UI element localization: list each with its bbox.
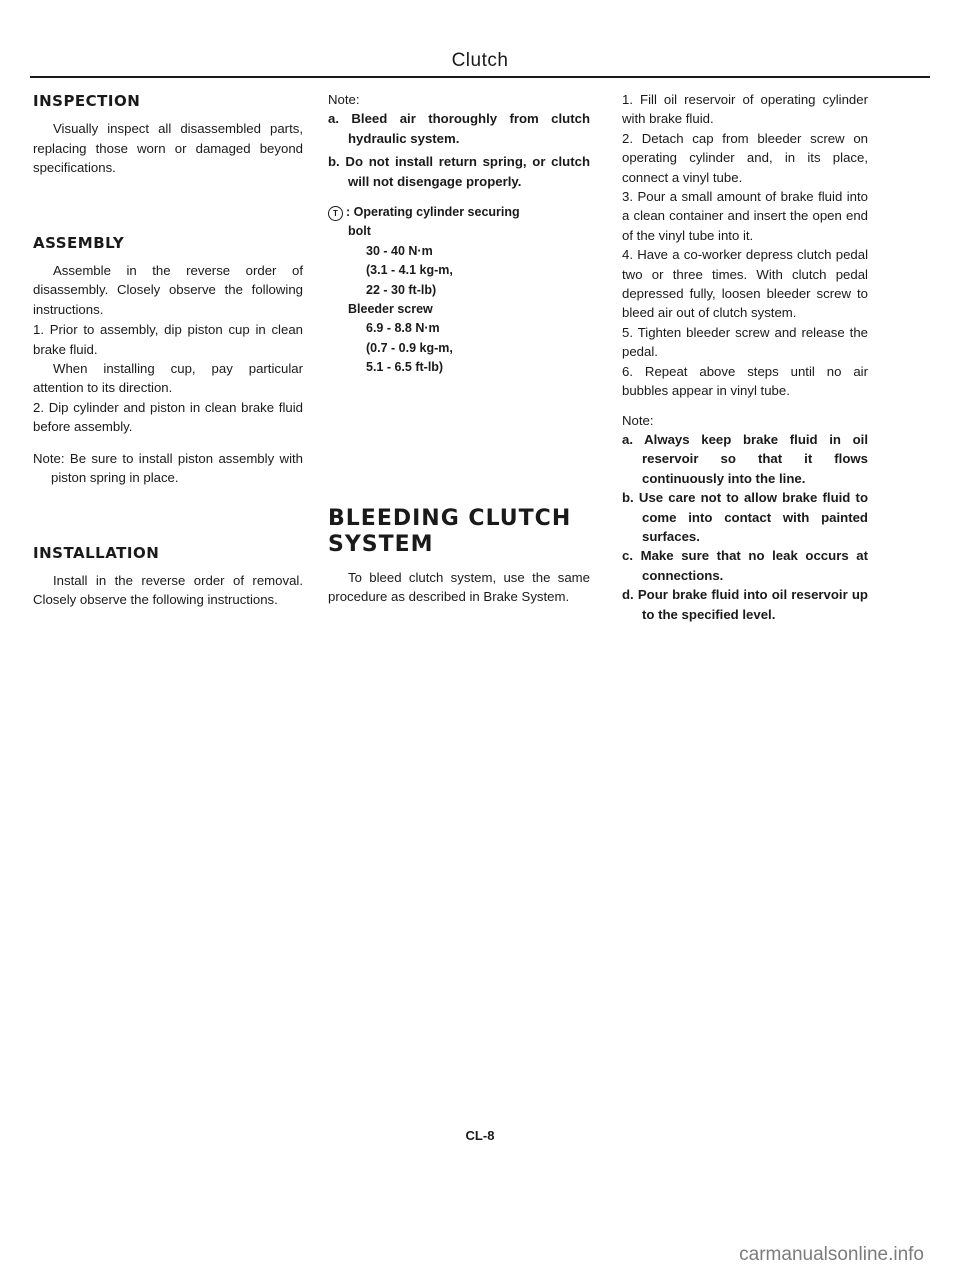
spec-bleeder-value: (0.7 - 0.9 kg-m, <box>366 340 453 355</box>
bleed-step: 5. Tighten bleeder screw and release the pedal. <box>622 324 868 360</box>
bleed-note-label: Note: <box>622 412 654 428</box>
inspection-heading: INSPECTION <box>33 92 141 110</box>
torque-icon: T <box>328 206 343 221</box>
bleeding-text: To bleed clutch system, use the same procedure as described in Brake System. <box>328 569 590 605</box>
bleeding-heading-line-2: SYSTEM <box>328 531 434 557</box>
spec-bleeder-value: 6.9 - 8.8 N·m <box>366 321 440 336</box>
column-1 <box>33 90 303 610</box>
assembly-intro: Assemble in the reverse order of disassembly. Closely observe the following instructions. <box>33 263 303 317</box>
bleed-step: 6. Repeat above steps until no air bubbles appear in vinyl tube. <box>622 363 868 399</box>
spec-bleeder-value: 5.1 - 6.5 ft-lb) <box>366 360 444 375</box>
column-3 <box>622 90 868 624</box>
bleed-note: d. Pour brake fluid into oil reservoir up to the specified level. <box>622 587 868 622</box>
bleed-step: 4. Have a co-worker depress clutch pedal two or three times. With clutch pedal depressed fully, loosen bleeder screw to bleed air out of clutch system. <box>622 247 868 321</box>
bleed-note: a. Always keep brake fluid in oil reservoir so that it flows continuously into the line. <box>622 431 868 486</box>
column-2 <box>328 90 590 607</box>
bleeding-heading <box>328 506 590 558</box>
bleed-step: 1. Fill oil reservoir of operating cylinder with brake fluid. <box>622 92 868 127</box>
bleed-note: c. Make sure that no leak occurs at connections. <box>622 548 868 583</box>
spec-bleeder-label: Bleeder screw <box>348 302 433 317</box>
assembly-heading: ASSEMBLY <box>33 233 125 252</box>
watermark: carmanualsonline.info <box>739 1244 924 1265</box>
assembly-step-1-detail: When installing cup, pay particular attention to its direction. <box>33 361 303 396</box>
spec-title: : Operating cylinder securing <box>346 205 520 220</box>
torque-specs <box>328 203 590 378</box>
bleed-note: b. Use care not to allow brake fluid to come into contact with painted surfaces. <box>622 490 868 544</box>
inspection-text: Visually inspect all disassembled parts, replacing those worn or damaged beyond specifications. <box>33 121 303 176</box>
bleed-step: 2. Detach cap from bleeder screw on operating cylinder and, in its place, connect a vinyl tube. <box>622 130 868 185</box>
bleeding-heading-line-1: BLEEDING CLUTCH <box>328 505 572 531</box>
spec-bolt-value: 30 - 40 N·m <box>366 243 433 258</box>
spec-bolt-value: (3.1 - 4.1 kg-m, <box>366 263 453 278</box>
note-label: Note: <box>328 92 360 107</box>
installation-heading: INSTALLATION <box>33 543 160 562</box>
note-a: a. Bleed air thoroughly from clutch hydraulic system. <box>328 111 590 146</box>
installation-text: Install in the reverse order of removal. Closely observe the following instructions. <box>33 572 303 608</box>
bleed-step: 3. Pour a small amount of brake fluid into a clean container and insert the open end of the vinyl tube into it. <box>622 189 868 243</box>
header-rule <box>30 76 930 78</box>
spec-bolt-value: 22 - 30 ft-lb) <box>366 282 437 297</box>
assembly-step-2: 2. Dip cylinder and piston in clean brake fluid before assembly. <box>33 399 303 435</box>
spec-title-2: bolt <box>348 224 371 239</box>
assembly-note: Note: Be sure to install piston assembly with piston spring in place. <box>33 450 303 486</box>
page-number: CL-8 <box>465 1128 495 1143</box>
page-title: Clutch <box>451 50 509 71</box>
note-b: b. Do not install return spring, or clutch will not disengage properly. <box>328 154 590 189</box>
assembly-step-1: 1. Prior to assembly, dip piston cup in clean brake fluid. <box>33 322 303 357</box>
